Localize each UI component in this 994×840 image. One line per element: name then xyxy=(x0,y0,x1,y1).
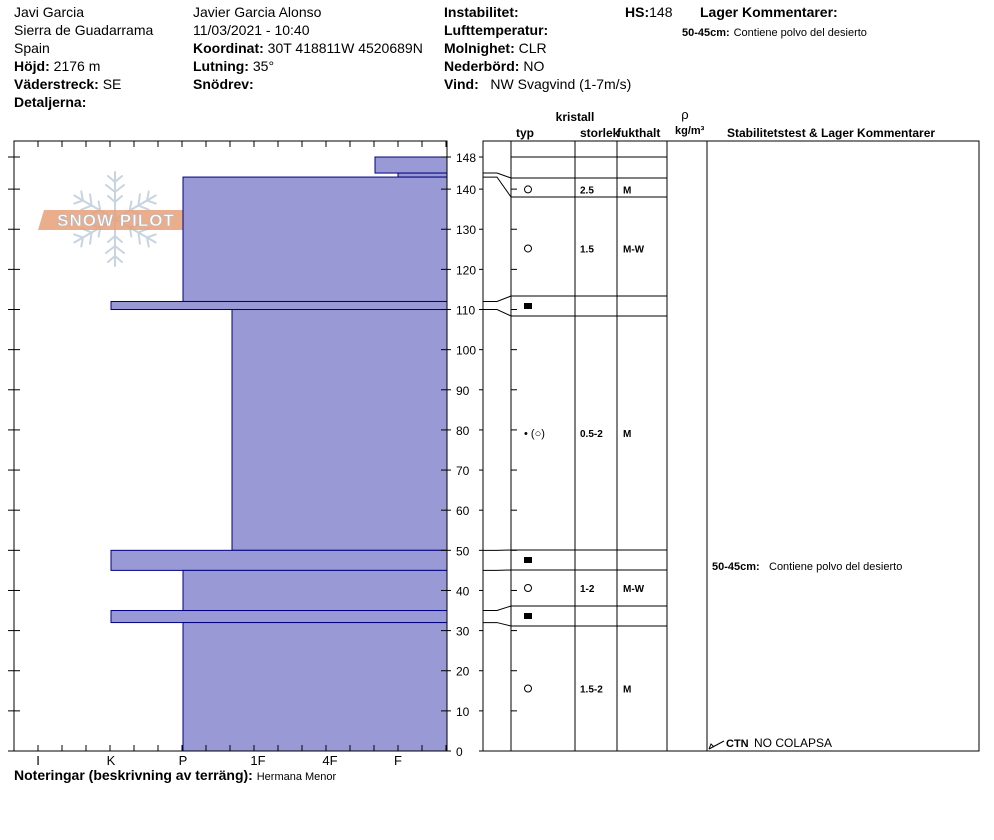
moisture-header: fukthalt xyxy=(617,126,661,140)
stability-test xyxy=(709,736,832,750)
depth-tick-label: 120 xyxy=(456,263,477,278)
slope-value: 35° xyxy=(252,58,275,74)
layer-connector xyxy=(483,177,511,197)
snowpilot-logo xyxy=(38,172,194,266)
air-temp-label: Lufttemperatur: xyxy=(444,22,549,38)
moisture-value: M xyxy=(623,429,632,440)
elevation-label: Höjd: xyxy=(14,58,50,74)
hardness-bar xyxy=(183,570,447,610)
hardness-bar xyxy=(375,157,447,173)
depth-tick-label: 70 xyxy=(456,464,470,479)
depth-tick-label: 140 xyxy=(456,183,477,198)
grain-square-icon xyxy=(524,303,532,309)
precip-label: Nederbörd: xyxy=(444,58,520,74)
header-layer-comment-text: Contiene polvo del desierto xyxy=(733,27,867,39)
grain-mixed-icon: • (○) xyxy=(524,428,545,440)
layer-connector xyxy=(483,310,511,316)
stability-comment-range: 50-45cm: xyxy=(712,561,760,573)
moisture-value: M xyxy=(623,185,632,197)
hardness-bar xyxy=(183,623,447,751)
date-time: 11/03/2021 - 10:40 xyxy=(193,22,310,38)
hardness-bar xyxy=(398,173,447,177)
depth-tick-label: 10 xyxy=(456,704,470,719)
grain-size-value: 1.5-2 xyxy=(580,684,603,696)
drift-label: Snödrev: xyxy=(193,76,254,92)
instability-label: Instabilitet: xyxy=(444,4,519,20)
moisture-value: M-W xyxy=(623,244,645,256)
depth-tick-label: 0 xyxy=(456,745,463,759)
observer-full-name: Javier Garcia Alonso xyxy=(193,4,322,20)
grain-square-icon xyxy=(524,613,532,619)
details-label: Detaljerna: xyxy=(14,94,87,110)
country-name: Spain xyxy=(14,40,50,56)
hs-label: HS: xyxy=(625,4,650,20)
depth-tick-label: 80 xyxy=(456,423,470,438)
location-name: Sierra de Guadarrama xyxy=(14,22,154,38)
stability-test-pointer xyxy=(709,741,724,749)
grain-circle-icon xyxy=(525,585,532,592)
rho-header: ρ xyxy=(681,107,689,122)
stability-header: Stabilitetstest & Lager Kommentarer xyxy=(727,126,936,140)
coordinate-value: 30T 418811W 4520689N xyxy=(267,40,423,56)
moisture-value: M-W xyxy=(623,584,645,595)
grain-size-value: 2.5 xyxy=(580,185,594,197)
coordinate-label: Koordinat: xyxy=(193,40,264,56)
depth-tick-label: 60 xyxy=(456,504,470,519)
type-header: typ xyxy=(516,126,534,140)
depth-tick-label: 100 xyxy=(456,343,477,358)
hardness-bar xyxy=(232,310,447,551)
stability-comment xyxy=(712,561,902,573)
observer-name: Javi Garcia xyxy=(14,4,85,20)
grain-circle-icon xyxy=(525,186,532,193)
depth-tick-label: 148 xyxy=(456,151,477,165)
hardness-tick-label: K xyxy=(106,753,116,768)
hardness-profile xyxy=(111,157,447,751)
density-unit-header: kg/m³ xyxy=(675,125,705,137)
depth-tick-label: 110 xyxy=(456,303,476,318)
stability-test-code: CTN xyxy=(726,738,749,750)
grain-size-value: 0.5-2 xyxy=(580,429,603,440)
notes-value: Hermana Menor xyxy=(256,771,337,783)
stability-test-result: NO COLAPSA xyxy=(754,736,833,750)
hs-value: 148 xyxy=(649,4,673,20)
hardness-tick-label: I xyxy=(36,753,40,768)
depth-tick-label: 50 xyxy=(456,544,470,559)
layer-comments-title: Lager Kommentarer: xyxy=(700,4,838,20)
depth-tick-label: 40 xyxy=(456,584,470,599)
hardness-tick-label: 1F xyxy=(250,753,266,768)
wind-value: NW Svagvind (1-7m/s) xyxy=(490,76,632,92)
sky-label: Molnighet: xyxy=(444,40,515,56)
crystal-header: kristall xyxy=(555,110,595,124)
moisture-value: M xyxy=(623,684,632,696)
layer-rows xyxy=(524,185,645,695)
header-layer-comment-range: 50-45cm: xyxy=(682,27,730,39)
sky-value: CLR xyxy=(518,40,547,56)
layer-table-frame xyxy=(483,141,979,751)
size-header: storlek xyxy=(580,126,620,140)
grain-circle-icon xyxy=(525,685,532,692)
depth-tick-label: 30 xyxy=(456,624,470,639)
depth-tick-label: 90 xyxy=(456,383,470,398)
precip-value: NO xyxy=(523,58,545,74)
hardness-bar xyxy=(111,301,447,309)
layer-connector xyxy=(483,623,511,626)
hardness-bar xyxy=(111,611,447,623)
stability-comment-text: Contiene polvo del desierto xyxy=(769,561,903,573)
depth-tick-label: 130 xyxy=(456,223,477,238)
aspect-value: SE xyxy=(102,76,122,92)
depth-tick-label: 20 xyxy=(456,664,470,679)
hardness-bar xyxy=(111,550,447,570)
notes-field xyxy=(14,767,336,785)
grain-square-icon xyxy=(524,557,532,563)
grain-size-value: 1-2 xyxy=(580,584,595,595)
slope-label: Lutning: xyxy=(193,58,249,74)
layer-connector xyxy=(483,606,511,611)
grain-circle-icon xyxy=(525,245,532,252)
hardness-tick-label: 4F xyxy=(322,753,338,768)
aspect-label: Väderstreck: xyxy=(14,76,99,92)
layer-connector xyxy=(483,296,511,301)
grain-size-value: 1.5 xyxy=(580,244,594,256)
hardness-bar xyxy=(183,177,447,301)
wind-label: Vind: xyxy=(444,76,479,92)
arrow-icon xyxy=(709,744,714,749)
logo-text: SNOW PILOT xyxy=(57,211,175,230)
notes-label: Noteringar (beskrivning av terräng): xyxy=(14,767,253,783)
hardness-tick-label: F xyxy=(394,753,402,768)
elevation-value: 2176 m xyxy=(53,58,101,74)
hardness-tick-label: P xyxy=(178,753,188,768)
